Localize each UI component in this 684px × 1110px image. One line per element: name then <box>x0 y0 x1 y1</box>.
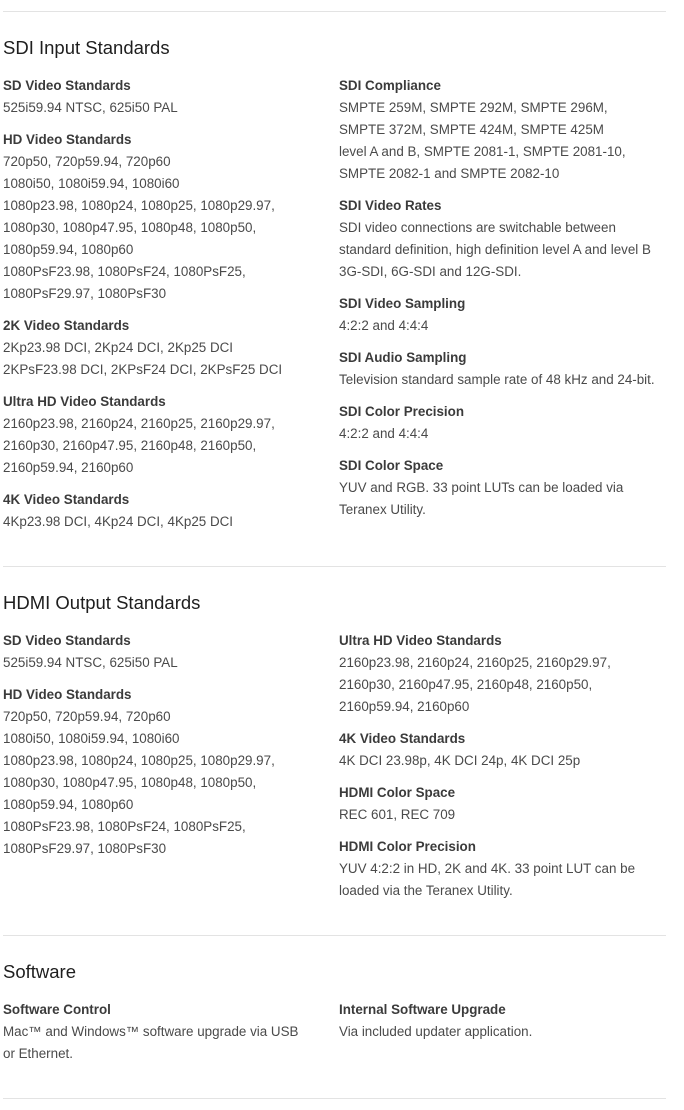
spec-label: Ultra HD Video Standards <box>3 394 166 409</box>
spec-value: SMPTE 372M, SMPTE 424M, SMPTE 425M <box>339 122 604 137</box>
spec-value: or Ethernet. <box>3 1046 73 1061</box>
spec-group-software-control <box>3 999 313 1065</box>
spec-label: 2K Video Standards <box>3 318 130 333</box>
spec-label: SDI Color Precision <box>339 404 465 419</box>
spec-value: 1080p23.98, 1080p24, 1080p25, 1080p29.97, <box>3 198 275 213</box>
section-title: Software <box>3 961 77 982</box>
spec-group-hd-video-standards <box>3 129 313 305</box>
section-title: HDMI Output Standards <box>3 592 201 613</box>
spec-value: standard definition, high definition level A and level B <box>339 242 651 257</box>
spec-group-internal-software-upgrade <box>339 999 666 1043</box>
section-divider <box>3 935 666 936</box>
spec-value: 2160p30, 2160p47.95, 2160p48, 2160p50, <box>339 677 593 692</box>
spec-value: 2Kp23.98 DCI, 2Kp24 DCI, 2Kp25 DCI <box>3 340 234 355</box>
spec-label: HDMI Color Precision <box>339 839 476 854</box>
spec-column-left <box>3 630 313 870</box>
spec-group-hdmi-color-precision <box>339 836 666 902</box>
spec-value: REC 601, REC 709 <box>339 807 456 822</box>
spec-value: 1080i50, 1080i59.94, 1080i60 <box>3 176 180 191</box>
spec-group-4k-video-standards <box>339 728 666 772</box>
spec-group-sd-video-standards <box>3 75 313 119</box>
spec-label: SDI Compliance <box>339 78 441 93</box>
spec-value: 1080p30, 1080p47.95, 1080p48, 1080p50, <box>3 220 257 235</box>
spec-value: 2KPsF23.98 DCI, 2KPsF24 DCI, 2KPsF25 DCI <box>3 362 283 377</box>
spec-group-sdi-color-precision <box>339 401 666 445</box>
spec-column-left <box>3 75 313 543</box>
spec-label: Internal Software Upgrade <box>339 1002 506 1017</box>
spec-value: 1080p59.94, 1080p60 <box>3 797 134 812</box>
spec-label: Ultra HD Video Standards <box>339 633 502 648</box>
spec-value: Teranex Utility. <box>339 502 426 517</box>
spec-value: 1080PsF23.98, 1080PsF24, 1080PsF25, <box>3 819 246 834</box>
spec-column-right <box>339 75 666 531</box>
spec-value: 1080p23.98, 1080p24, 1080p25, 1080p29.97, <box>3 753 275 768</box>
spec-value: SMPTE 259M, SMPTE 292M, SMPTE 296M, <box>339 100 608 115</box>
spec-value: 1080i50, 1080i59.94, 1080i60 <box>3 731 180 746</box>
spec-value: 525i59.94 NTSC, 625i50 PAL <box>3 655 178 670</box>
spec-value: level A and B, SMPTE 2081-1, SMPTE 2081-10, <box>339 144 626 159</box>
spec-value: 525i59.94 NTSC, 625i50 PAL <box>3 100 178 115</box>
spec-group-ultra-hd-video-standards <box>3 391 313 479</box>
spec-value: 720p50, 720p59.94, 720p60 <box>3 154 171 169</box>
spec-value: 2160p30, 2160p47.95, 2160p48, 2160p50, <box>3 438 257 453</box>
spec-value: 720p50, 720p59.94, 720p60 <box>3 709 171 724</box>
spec-value: 2160p59.94, 2160p60 <box>3 460 134 475</box>
spec-label: SD Video Standards <box>3 633 131 648</box>
spec-value: Via included updater application. <box>339 1024 533 1039</box>
spec-value: 2160p23.98, 2160p24, 2160p25, 2160p29.97, <box>339 655 611 670</box>
spec-label: HD Video Standards <box>3 132 132 147</box>
spec-group-sd-video-standards <box>3 630 313 674</box>
section-title: SDI Input Standards <box>3 37 170 58</box>
spec-column-left <box>3 999 313 1075</box>
spec-label: 4K Video Standards <box>3 492 130 507</box>
section-software <box>3 960 666 1061</box>
section-sdi-input <box>3 36 666 529</box>
spec-value: 2160p23.98, 2160p24, 2160p25, 2160p29.97, <box>3 416 275 431</box>
spec-value: loaded via the Teranex Utility. <box>339 883 513 898</box>
spec-value: Television standard sample rate of 48 kHz and 24-bit. <box>339 372 655 387</box>
spec-group-ultra-hd-video-standards <box>339 630 666 718</box>
spec-group-4k-video-standards <box>3 489 313 533</box>
spec-value: 3G-SDI, 6G-SDI and 12G-SDI. <box>339 264 522 279</box>
spec-label: Software Control <box>3 1002 111 1017</box>
spec-value: 1080PsF23.98, 1080PsF24, 1080PsF25, <box>3 264 246 279</box>
spec-value: YUV 4:2:2 in HD, 2K and 4K. 33 point LUT can be <box>339 861 636 876</box>
spec-value: 4:2:2 and 4:4:4 <box>339 426 429 441</box>
spec-label: 4K Video Standards <box>339 731 466 746</box>
spec-group-hd-video-standards <box>3 684 313 860</box>
spec-label: SDI Audio Sampling <box>339 350 467 365</box>
spec-group-sdi-audio-sampling <box>339 347 666 391</box>
spec-group-sdi-video-sampling <box>339 293 666 337</box>
spec-value: 4K DCI 23.98p, 4K DCI 24p, 4K DCI 25p <box>339 753 581 768</box>
spec-label: SD Video Standards <box>3 78 131 93</box>
spec-value: YUV and RGB. 33 point LUTs can be loaded via <box>339 480 624 495</box>
spec-value: 4:2:2 and 4:4:4 <box>339 318 429 333</box>
spec-label: HD Video Standards <box>3 687 132 702</box>
spec-group-sdi-compliance <box>339 75 666 185</box>
section-hdmi-output <box>3 591 666 898</box>
spec-label: SDI Color Space <box>339 458 444 473</box>
spec-value: 1080p30, 1080p47.95, 1080p48, 1080p50, <box>3 775 257 790</box>
spec-group-sdi-video-rates <box>339 195 666 283</box>
spec-column-right <box>339 630 666 912</box>
spec-group-sdi-color-space <box>339 455 666 521</box>
spec-label: SDI Video Sampling <box>339 296 466 311</box>
spec-value: 1080PsF29.97, 1080PsF30 <box>3 286 167 301</box>
section-divider <box>3 11 666 12</box>
spec-value: SMPTE 2082-1 and SMPTE 2082-10 <box>339 166 560 181</box>
spec-value: 1080p59.94, 1080p60 <box>3 242 134 257</box>
section-divider <box>3 1098 666 1099</box>
section-divider <box>3 566 666 567</box>
spec-value: SDI video connections are switchable between <box>339 220 616 235</box>
spec-value: Mac™ and Windows™ software upgrade via USB <box>3 1024 299 1039</box>
spec-group-2k-video-standards <box>3 315 313 381</box>
spec-label: SDI Video Rates <box>339 198 442 213</box>
spec-value: 4Kp23.98 DCI, 4Kp24 DCI, 4Kp25 DCI <box>3 514 234 529</box>
spec-value: 2160p59.94, 2160p60 <box>339 699 470 714</box>
spec-group-hdmi-color-space <box>339 782 666 826</box>
spec-value: 1080PsF29.97, 1080PsF30 <box>3 841 167 856</box>
spec-label: HDMI Color Space <box>339 785 456 800</box>
spec-column-right <box>339 999 666 1053</box>
